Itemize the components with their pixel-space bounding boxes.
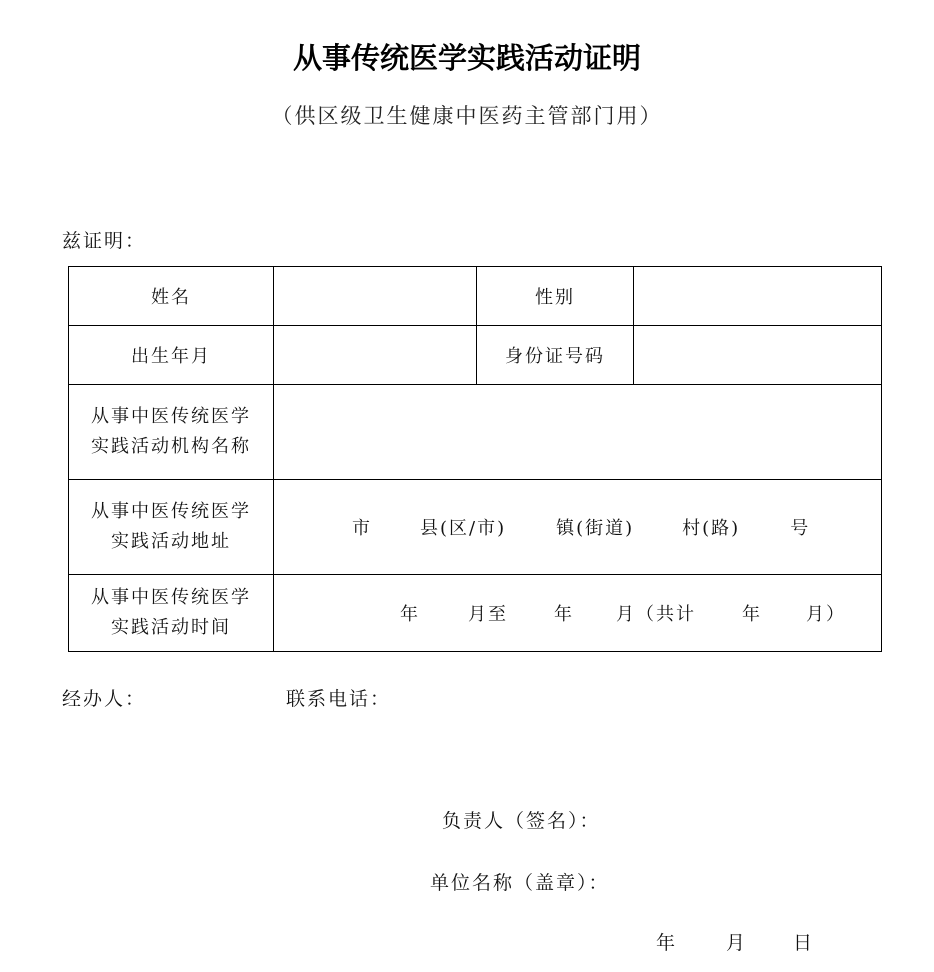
name-label: 姓名 [151, 287, 191, 308]
address-town: 镇(街道) [556, 518, 635, 539]
org-label-cell [69, 385, 274, 480]
responsible-signature-label: 负责人（签名）： [442, 810, 601, 832]
intro-text: 兹证明： [62, 230, 147, 252]
date-month: 月 [726, 932, 748, 954]
time-end-year: 年 [554, 604, 574, 625]
address-village: 村(路) [682, 518, 741, 539]
name-label-cell [69, 267, 274, 326]
birth-label-cell [69, 326, 274, 385]
gender-value-cell[interactable] [634, 267, 882, 326]
birth-label: 出生年月 [131, 346, 211, 367]
time-label-line1: 从事中医传统医学 [91, 587, 251, 608]
time-label-cell [69, 575, 274, 652]
address-label-cell [69, 480, 274, 575]
time-end-month: 月（共计 [616, 604, 696, 625]
address-label-line2: 实践活动地址 [111, 531, 231, 552]
gender-label: 性别 [535, 287, 575, 308]
time-start-year: 年 [400, 604, 420, 625]
address-county: 县(区/市) [420, 518, 507, 539]
id-label-cell [477, 326, 634, 385]
name-value-cell[interactable] [274, 267, 477, 326]
id-number-label: 身份证号码 [505, 346, 605, 367]
date-year: 年 [656, 932, 678, 954]
org-label-line1: 从事中医传统医学 [91, 406, 251, 427]
org-value-cell[interactable] [274, 385, 882, 480]
time-value-cell[interactable] [274, 575, 882, 652]
certificate-form-table [68, 266, 882, 652]
address-value-cell[interactable] [274, 480, 882, 575]
unit-seal-label: 单位名称（盖章）： [430, 872, 610, 894]
birth-value-cell[interactable] [274, 326, 477, 385]
address-number: 号 [790, 518, 811, 539]
date-day: 日 [793, 932, 815, 954]
address-city: 市 [352, 518, 372, 539]
time-start-month: 月至 [468, 604, 508, 625]
document-title: 从事传统医学实践活动证明 [292, 41, 641, 75]
time-label-line2: 实践活动时间 [111, 617, 231, 638]
document-subtitle: （供区级卫生健康中医药主管部门用） [271, 104, 663, 128]
address-label-line1: 从事中医传统医学 [91, 501, 251, 522]
time-total-year: 年 [742, 604, 762, 625]
handler-label: 经办人： [62, 688, 147, 710]
gender-label-cell [477, 267, 634, 326]
phone-label: 联系电话： [286, 688, 392, 710]
time-total-month: 月） [806, 604, 846, 625]
org-label-line2: 实践活动机构名称 [91, 436, 251, 457]
id-value-cell[interactable] [634, 326, 882, 385]
